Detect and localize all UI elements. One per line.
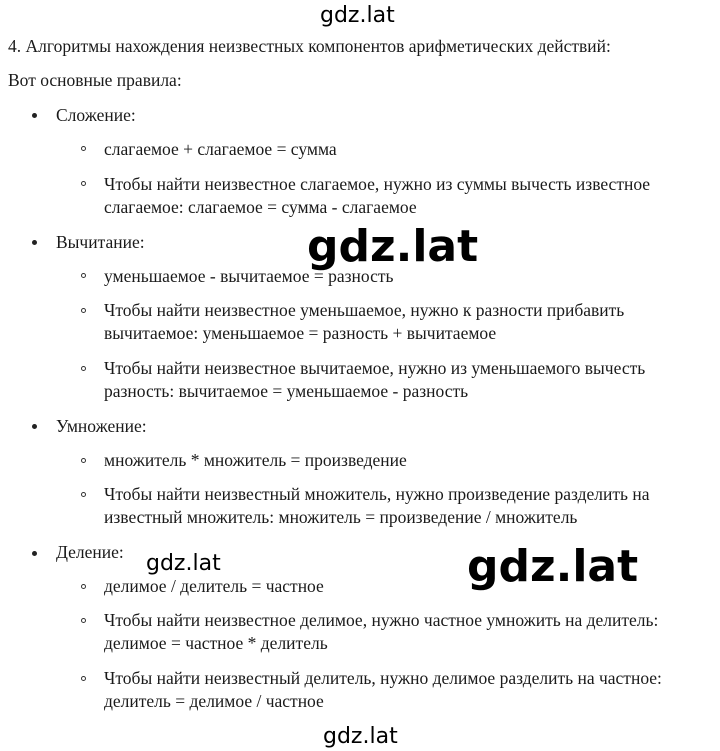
watermark-bottom: gdz.lat — [323, 724, 398, 749]
circle-bullet-icon — [81, 366, 86, 371]
rule-text: делимое / делитель = частное — [104, 576, 324, 596]
rule-text: вычитаемое: уменьшаемое = разность + вычитаемое — [104, 323, 497, 343]
rule-text: известный множитель: множитель = произведение / множитель — [104, 507, 578, 527]
watermark-large: gdz.lat — [467, 541, 639, 592]
section-title-subtraction: Вычитание: — [56, 232, 145, 252]
circle-bullet-icon — [81, 676, 86, 681]
circle-bullet-icon — [81, 181, 86, 186]
rule-text: разность: вычитаемое = уменьшаемое - разность — [104, 381, 469, 401]
rule-text: Чтобы найти неизвестное уменьшаемое, нужно к разности прибавить — [104, 300, 625, 320]
circle-bullet-icon — [81, 492, 86, 497]
section-title-multiplication: Умножение: — [56, 416, 147, 436]
circle-bullet-icon — [81, 146, 86, 151]
rule-text: множитель * множитель = произведение — [104, 450, 407, 470]
circle-bullet-icon — [81, 618, 86, 623]
bullet-icon — [32, 113, 37, 118]
rule-text: Чтобы найти неизвестный делитель, нужно делимое разделить на частное: — [104, 668, 662, 688]
circle-bullet-icon — [81, 273, 86, 278]
bullet-icon — [32, 424, 37, 429]
rule-text: делитель = делимое / частное — [104, 691, 324, 711]
circle-bullet-icon — [81, 308, 86, 313]
rule-text: уменьшаемое - вычитаемое = разность — [104, 266, 394, 286]
rule-text: слагаемое: слагаемое = сумма - слагаемое — [104, 197, 417, 217]
circle-bullet-icon — [81, 584, 86, 589]
rule-text: Чтобы найти неизвестное слагаемое, нужно из суммы вычесть известное — [104, 174, 651, 194]
section-title-addition: Сложение: — [56, 105, 136, 125]
watermark-top: gdz.lat — [320, 3, 395, 28]
rule-text: слагаемое + слагаемое = сумма — [104, 139, 337, 159]
circle-bullet-icon — [81, 458, 86, 463]
watermark-center: gdz.lat — [307, 221, 479, 272]
rule-text: Чтобы найти неизвестное делимое, нужно частное умножить на делитель: — [104, 610, 659, 630]
page-heading: 4. Алгоритмы нахождения неизвестных компонентов арифметических действий: — [8, 36, 611, 56]
bullet-icon — [32, 240, 37, 245]
bullet-icon — [32, 551, 37, 556]
rule-text: делимое = частное * делитель — [104, 633, 328, 653]
section-title-division: Деление: — [56, 542, 124, 562]
rule-text: Чтобы найти неизвестное вычитаемое, нужно из уменьшаемого вычесть — [104, 358, 646, 378]
rule-text: Чтобы найти неизвестный множитель, нужно произведение разделить на — [104, 484, 650, 504]
watermark-small: gdz.lat — [146, 551, 221, 576]
intro-text: Вот основные правила: — [8, 70, 182, 90]
